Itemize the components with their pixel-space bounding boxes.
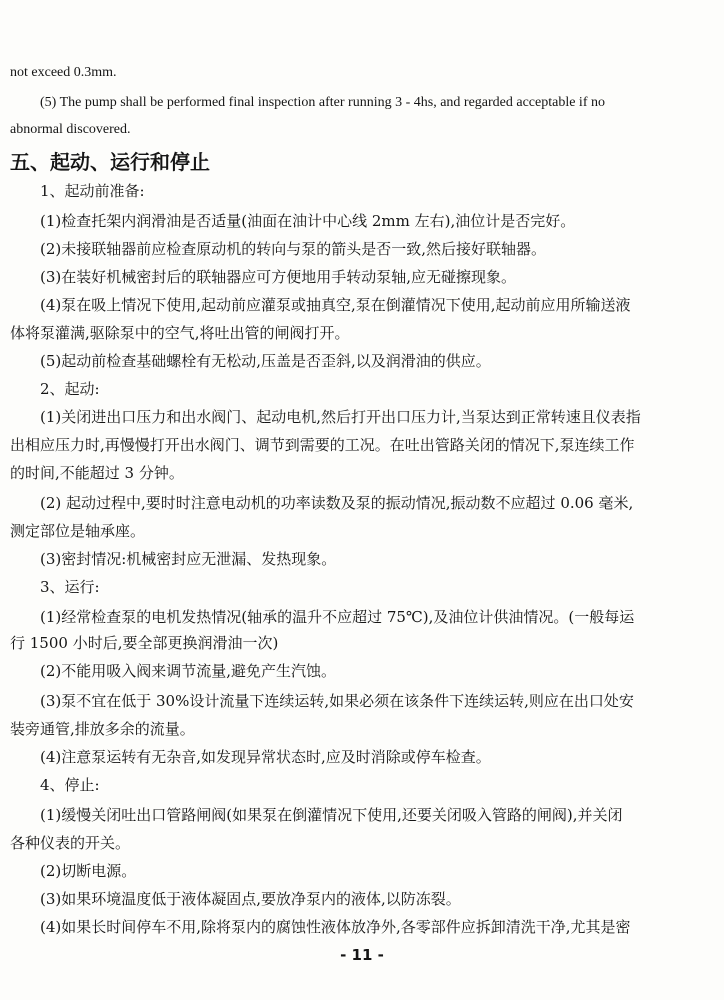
paragraph-line: (1)经常检查泵的电机发热情况(轴承的温升不应超过 75℃),及油位计供油情况。(一般每运 <box>40 608 635 626</box>
paragraph-line: 各种仪表的开关。 <box>10 834 131 852</box>
paragraph-line: 体将泵灌满,驱除泵中的空气,将吐出管的闸阀打开。 <box>10 324 350 342</box>
english-line: (5) The pump shall be performed final inspection after running 3 - 4hs, and regarded acceptable if no <box>40 95 605 110</box>
paragraph-line: (1)关闭进出口压力和出水阀门、起动电机,然后打开出口压力计,当泵达到正常转速且仪表指 <box>40 408 641 426</box>
section-heading: 五、起动、运行和停止 <box>10 150 210 174</box>
subsection-title: 3、运行: <box>40 578 100 596</box>
paragraph-line: (2)不能用吸入阀来调节流量,避免产生汽蚀。 <box>40 662 337 680</box>
paragraph-line: (4)泵在吸上情况下使用,起动前应灌泵或抽真空,泵在倒灌情况下使用,起动前应用所输送液 <box>40 296 631 314</box>
paragraph-line: (4)注意泵运转有无杂音,如发现异常状态时,应及时消除或停车检查。 <box>40 748 491 766</box>
paragraph-line: (3)如果环境温度低于液体凝固点,要放净泵内的液体,以防冻裂。 <box>40 890 461 908</box>
paragraph-line: 装旁通管,排放多余的流量。 <box>10 720 195 738</box>
paragraph-line: (2)切断电源。 <box>40 862 137 880</box>
paragraph-line: 测定部位是轴承座。 <box>10 522 146 540</box>
page-number: - 11 - <box>340 946 384 964</box>
paragraph-line: (1)缓慢关闭吐出口管路闸阀(如果泵在倒灌情况下使用,还要关闭吸入管路的闸阀),并关闭 <box>40 806 623 824</box>
paragraph-line: (5)起动前检查基础螺栓有无松动,压盖是否歪斜,以及润滑油的供应。 <box>40 352 491 370</box>
english-line: not exceed 0.3mm. <box>10 65 117 80</box>
paragraph-line: (2)未接联轴器前应检查原动机的转向与泵的箭头是否一致,然后接好联轴器。 <box>40 240 547 258</box>
paragraph-line: 的时间,不能超过 3 分钟。 <box>10 464 184 482</box>
paragraph-line: (3)在装好机械密封后的联轴器应可方便地用手转动泵轴,应无碰擦现象。 <box>40 268 517 286</box>
paragraph-line: 出相应压力时,再慢慢打开出水阀门、调节到需要的工况。在吐出管路关闭的情况下,泵连续工作 <box>10 436 635 454</box>
subsection-title: 2、起动: <box>40 380 100 398</box>
paragraph-line: 行 1500 小时后,要全部更换润滑油一次) <box>10 634 279 652</box>
subsection-title: 4、停止: <box>40 776 100 794</box>
paragraph-line: (3)泵不宜在低于 30%设计流量下连续运转,如果必须在该条件下连续运转,则应在出口处安 <box>40 692 634 710</box>
paragraph-line: (3)密封情况:机械密封应无泄漏、发热现象。 <box>40 550 337 568</box>
subsection-title: 1、起动前准备: <box>40 182 145 200</box>
english-line: abnormal discovered. <box>10 122 131 137</box>
paragraph-line: (2) 起动过程中,要时时注意电动机的功率读数及泵的振动情况,振动数不应超过 0.06 毫米, <box>40 494 634 512</box>
paragraph-line: (4)如果长时间停车不用,除将泵内的腐蚀性液体放净外,各零部件应拆卸清洗干净,尤其是密 <box>40 918 631 936</box>
paragraph-line: (1)检查托架内润滑油是否适量(油面在油计中心线 2mm 左右),油位计是否完好。 <box>40 212 576 230</box>
